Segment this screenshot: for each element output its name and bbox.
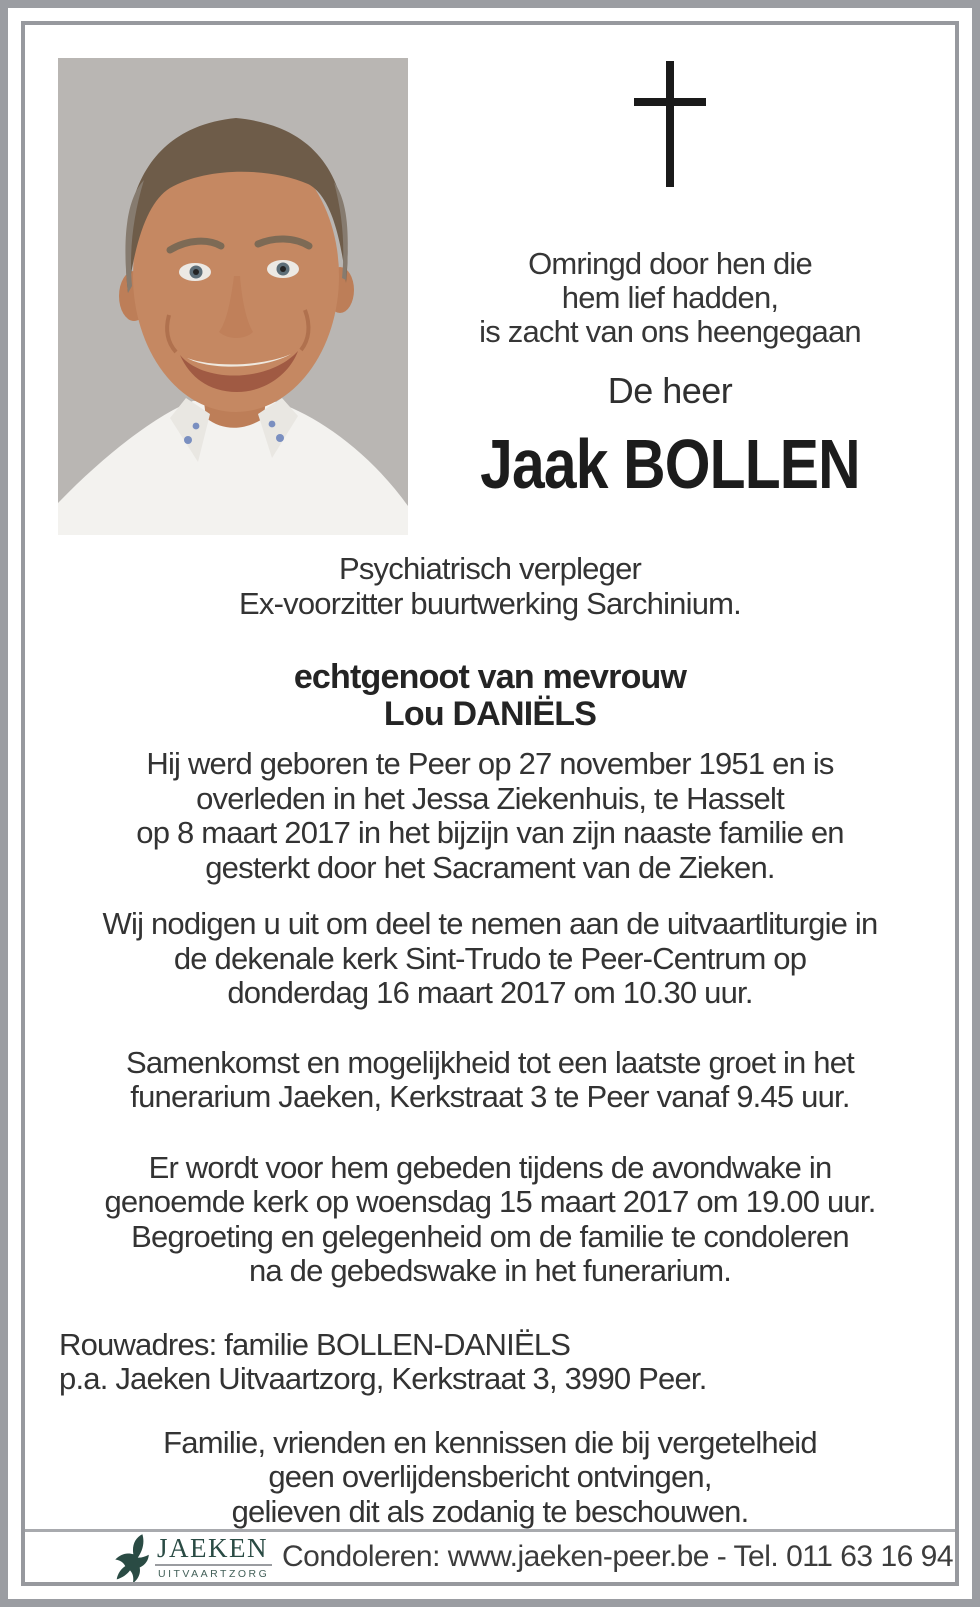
intro-line: Omringd door hen die: [528, 246, 812, 281]
intro-line: is zacht van ons heengegaan: [479, 314, 861, 349]
condolence-line: Condoleren: www.jaeken-peer.be - Tel. 011 63 16 94: [282, 1540, 954, 1573]
paragraph-line: Begroeting en gelegenheid om de familie te condoleren: [131, 1218, 849, 1254]
funeral-home-footer: [25, 1529, 955, 1582]
intro-lines: [400, 247, 940, 349]
cross-icon: [400, 61, 940, 187]
card-inner-frame: [21, 21, 959, 1586]
paragraph-line: de dekenale kerk Sint-Trudo te Peer-Centrum op: [173, 940, 807, 976]
paragraph-line: Er wordt voor hem gebeden tijdens de avondwake in: [148, 1149, 832, 1185]
titles-block: [25, 552, 955, 621]
title-line: Psychiatrisch verpleger: [338, 551, 642, 586]
title-line: Ex-voorzitter buurtwerking Sarchinium.: [239, 585, 741, 621]
birth-death-paragraph: [25, 747, 955, 885]
paragraph-line: na de gebedswake in het funerarium.: [248, 1253, 732, 1288]
mourning-address-block: [25, 1328, 955, 1397]
deceased-name-text: Jaak BOLLEN: [480, 425, 860, 503]
paragraph-line: Hij werd geboren te Peer op 27 november 1951 en is: [146, 746, 834, 781]
salutation: De heer: [607, 370, 733, 411]
notice-line: geen overlijdensbericht ontvingen,: [268, 1459, 712, 1494]
mourning-address-line: p.a. Jaeken Uitvaartzorg, Kerkstraat 3, 3990 Peer.: [59, 1361, 707, 1396]
brand-block: [155, 1534, 272, 1580]
paragraph-line: op 8 maart 2017 in het bijzijn van zijn naaste familie en: [136, 815, 844, 850]
deceased-name: [400, 427, 940, 501]
portrait-photo: [58, 58, 408, 535]
paragraph-line: Wij nodigen u uit om deel te nemen aan de uitvaartliturgie in: [102, 906, 878, 941]
paragraph-line: donderdag 16 maart 2017 om 10.30 uur.: [227, 975, 753, 1010]
paragraph-line: gesterkt door het Sacrament van de Zieken.: [205, 849, 775, 885]
mourning-address-line: Rouwadres: familie BOLLEN-DANIËLS: [59, 1326, 571, 1362]
dove-icon: [111, 1534, 149, 1584]
header-right-column: [400, 25, 940, 501]
funeral-liturgy-paragraph: [25, 907, 955, 1011]
notice-line: Familie, vrienden en kennissen die bij vergetelheid: [163, 1424, 817, 1460]
intro-line: hem lief hadden,: [561, 280, 779, 315]
header-section: [25, 25, 955, 540]
gathering-paragraph: [25, 1046, 955, 1115]
brand-wordmark: JAEKEN: [155, 1534, 272, 1566]
notice-block: [25, 1426, 955, 1530]
spouse-name: Lou DANIËLS: [383, 695, 597, 733]
vigil-paragraph: [25, 1151, 955, 1289]
spouse-prefix: echtgenoot van mevrouw: [293, 658, 687, 696]
paragraph-line: overleden in het Jessa Ziekenhuis, te Hasselt: [196, 780, 784, 816]
notice-line: gelieven dit als zodanig te beschouwen.: [231, 1493, 749, 1529]
brand-subtitle: UITVAARTZORG: [158, 1568, 270, 1580]
spouse-block: [25, 659, 955, 733]
paragraph-line: Samenkomst en mogelijkheid tot een laatste groet in het: [125, 1044, 854, 1080]
paragraph-line: funerarium Jaeken, Kerkstraat 3 te Peer vanaf 9.45 uur.: [130, 1079, 850, 1114]
paragraph-line: genoemde kerk op woensdag 15 maart 2017 om 19.00 uur.: [104, 1184, 876, 1219]
